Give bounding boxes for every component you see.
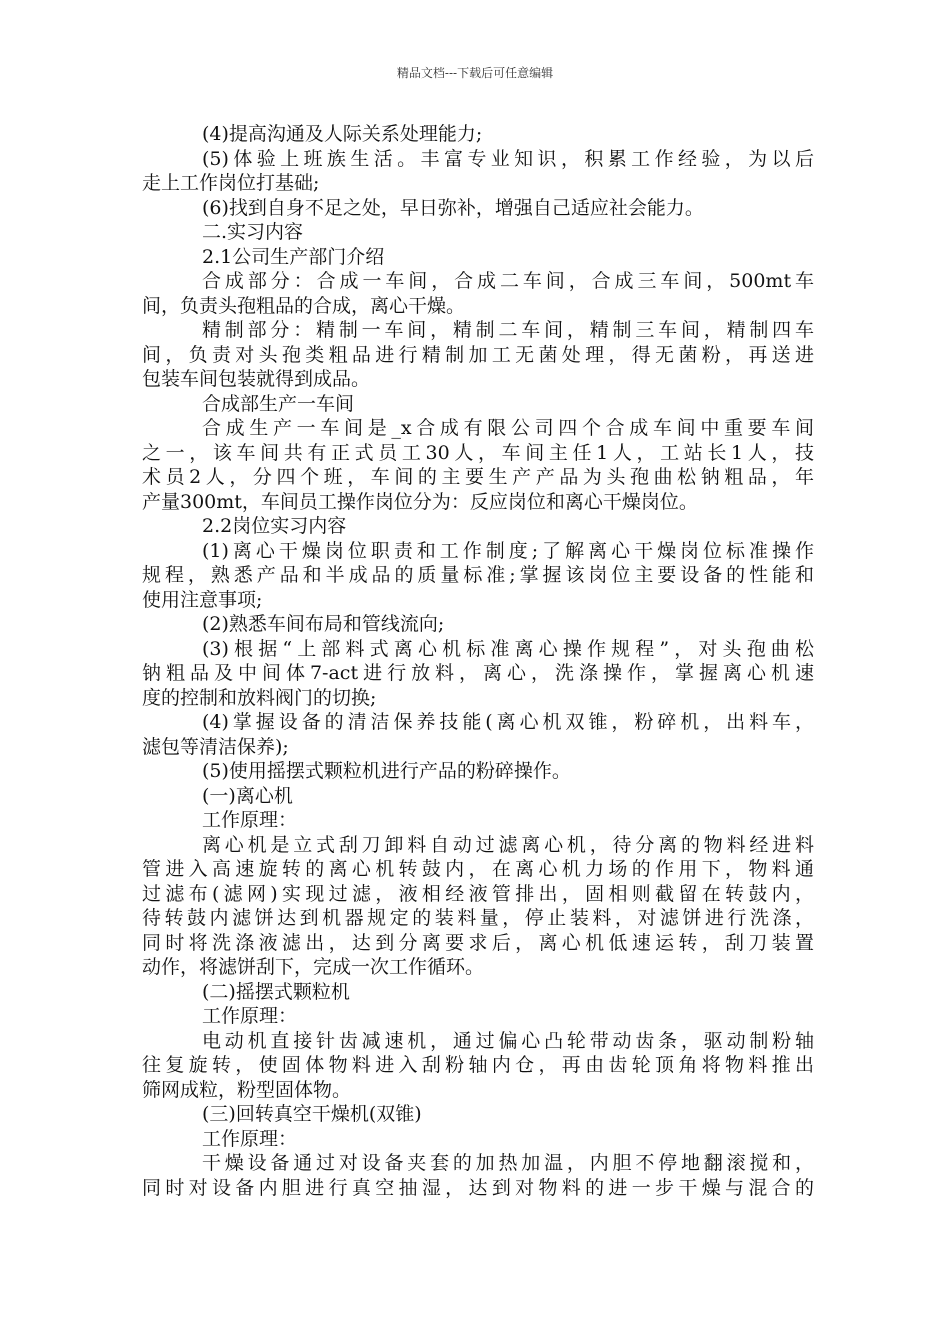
text-line: 间，负责对头孢类粗品进行精制加工无菌处理，得无菌粉，再送进 bbox=[142, 343, 814, 366]
text-line: 合成生产一车间是_x合成有限公司四个合成车间中重要车间 bbox=[202, 417, 814, 439]
text-line: 干燥设备通过对设备夹套的加热加温，内胆不停地翻滚搅和， bbox=[202, 1152, 814, 1174]
text-line: 同时将洗涤液滤出，达到分离要求后，离心机低速运转，刮刀装置 bbox=[142, 931, 814, 954]
text-line: 2.1公司生产部门介绍 bbox=[202, 245, 385, 268]
text-line: (三)回转真空干燥机(双锥) bbox=[202, 1103, 422, 1125]
text-line: 电动机直接针齿减速机，通过偏心凸轮带动齿条，驱动制粉轴 bbox=[202, 1029, 814, 1052]
text-line: 同时对设备内胆进行真空抽湿，达到对物料的进一步干燥与混合的 bbox=[142, 1176, 814, 1199]
text-line: 工作原理： bbox=[202, 1005, 298, 1027]
text-line: 包装车间包装就得到成品。 bbox=[142, 368, 371, 390]
text-line: 待转鼓内滤饼达到机器规定的装料量，停止装料，对滤饼进行洗涤， bbox=[142, 907, 814, 929]
text-line: 滤包等清洁保养); bbox=[142, 735, 289, 758]
text-line: 使用注意事项; bbox=[142, 588, 263, 611]
text-line: (6)找到自身不足之处，早日弥补，增强自己适应社会能力。 bbox=[202, 196, 704, 219]
text-line: (一)离心机 bbox=[202, 784, 293, 807]
text-line: 离心机是立式刮刀卸料自动过滤离心机，待分离的物料经进料 bbox=[202, 833, 814, 856]
text-line: 合成部生产一车间 bbox=[202, 392, 355, 415]
text-line: (1)离心干燥岗位职责和工作制度;了解离心干燥岗位标准操作 bbox=[202, 539, 814, 562]
text-line: 二.实习内容 bbox=[202, 221, 304, 243]
text-line: 2.2岗位实习内容 bbox=[202, 515, 347, 537]
text-line: 筛网成粒，粉型固体物。 bbox=[142, 1078, 352, 1101]
text-line: 之一，该车间共有正式员工30人，车间主任1人，工站长1人，技 bbox=[142, 441, 814, 464]
document-body bbox=[142, 122, 814, 1200]
text-line: 动作，将滤饼刮下，完成一次工作循环。 bbox=[142, 956, 485, 978]
text-line: 走上工作岗位打基础; bbox=[142, 172, 320, 194]
text-line: (3)根据“上部料式离心机标准离心操作规程”，对头孢曲松 bbox=[202, 637, 814, 660]
text-line: 工作原理： bbox=[202, 1127, 298, 1150]
text-line: (4)掌握设备的清洁保养技能(离心机双锥，粉碎机，出料车， bbox=[202, 711, 814, 733]
text-line: 产量300mt，车间员工操作岗位分为：反应岗位和离心干燥岗位。 bbox=[142, 490, 698, 513]
text-line: (5)使用摇摆式颗粒机进行产品的粉碎操作。 bbox=[202, 760, 571, 782]
text-line: 间，负责头孢粗品的合成，离心干燥。 bbox=[142, 294, 466, 317]
page-header: 精品文档---下载后可任意编辑 bbox=[396, 66, 554, 80]
text-line: (4)提高沟通及人际关系处理能力; bbox=[202, 123, 483, 145]
text-line: 往复旋转，使固体物料进入刮粉轴内仓，再由齿轮顶角将物料推出 bbox=[142, 1054, 814, 1076]
text-line: (二)摇摆式颗粒机 bbox=[202, 980, 350, 1003]
text-line: 规程，熟悉产品和半成品的质量标准;掌握该岗位主要设备的性能和 bbox=[142, 564, 814, 586]
text-line: 术员2人，分四个班，车间的主要生产产品为头孢曲松钠粗品，年 bbox=[142, 466, 814, 488]
text-line: 精制部分：精制一车间，精制二车间，精制三车间，精制四车 bbox=[202, 319, 814, 341]
text-line: (2)熟悉车间布局和管线流向; bbox=[202, 613, 445, 635]
text-line: 合成部分：合成一车间，合成二车间，合成三车间，500mt车 bbox=[202, 270, 814, 292]
text-line: 钠粗品及中间体7-act进行放料，离心，洗涤操作，掌握离心机速 bbox=[142, 662, 814, 684]
text-line: (5)体验上班族生活。丰富专业知识，积累工作经验，为以后 bbox=[202, 147, 814, 170]
text-line: 工作原理： bbox=[202, 809, 298, 831]
text-line: 过滤布(滤网)实现过滤，液相经液管排出，固相则截留在转鼓内， bbox=[142, 882, 814, 905]
text-line: 度的控制和放料阀门的切换; bbox=[142, 686, 377, 709]
text-line: 管进入高速旋转的离心机转鼓内，在离心机力场的作用下，物料通 bbox=[142, 858, 814, 880]
